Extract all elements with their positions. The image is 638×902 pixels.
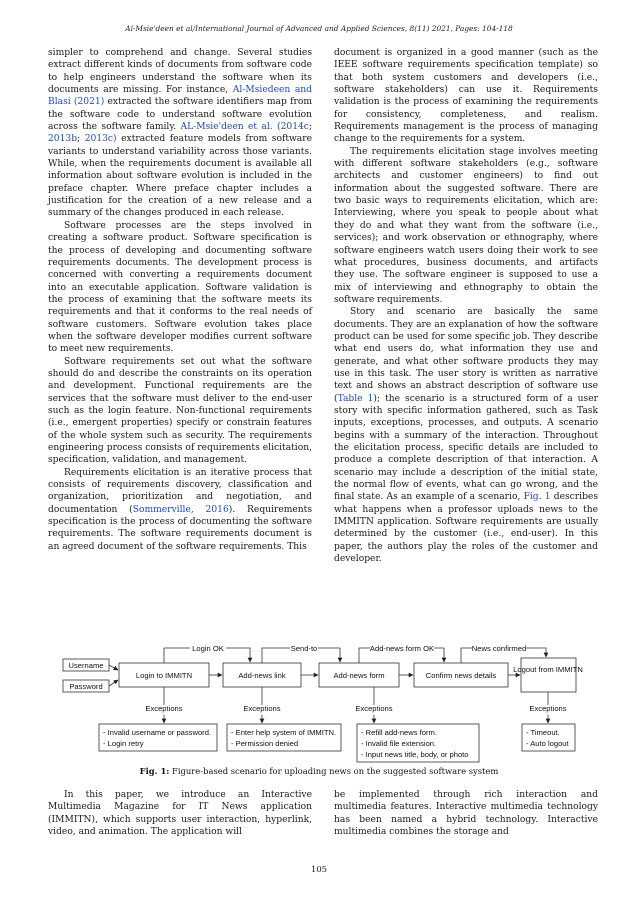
exception-item: - Permission denied bbox=[231, 739, 299, 748]
exception-item: - Login retry bbox=[103, 739, 144, 748]
citation-link[interactable]: 2013b bbox=[48, 134, 78, 145]
right-paragraph-1: document is organized in a good manner (such as the IEEE software requirements specification template) so that both system customers and developers (i.e., software stakeholders) can use it. Requirements validation is the process of examining the requirements for consistency, completeness, and realism. Requirements management is the process of managing change to the requirements for a system. bbox=[334, 48, 598, 145]
step-login-label: Login to IMMITN bbox=[135, 671, 193, 680]
citation-link[interactable]: AL-Msie'deen et al. (2014c bbox=[180, 122, 309, 133]
running-header: Al-Msie'deen et al/International Journal of Advanced and Applied Sciences, 8(11) 2021, Pages: 104-118 bbox=[125, 24, 513, 33]
exception-item: - Invalid file extension. bbox=[361, 739, 437, 748]
bottom-right-column bbox=[334, 789, 598, 838]
transition-news-confirmed: News confirmed bbox=[471, 644, 527, 653]
figure-reference-link[interactable]: Fig. 1 bbox=[523, 492, 551, 503]
username-label: Username bbox=[68, 661, 104, 670]
right-column bbox=[334, 47, 598, 565]
bottom-left-paragraph: In this paper, we introduce an Interactive Multimedia Magazine for IT News application (IMMITN), which supports user interaction, hyperlink, video, and animation. The application will bbox=[48, 790, 312, 838]
bottom-right-paragraph: be implemented through rich interaction and multimedia features. Interactive multimedia technology has been named a hybrid technology. Interactive multimedia combines the storage and bbox=[334, 790, 598, 838]
step-add-news-form-label: Add-news form bbox=[333, 671, 385, 680]
exception-item: - Enter help system of IMMITN. bbox=[231, 728, 337, 737]
step-logout-label: Logout from IMMITN bbox=[513, 665, 583, 674]
left-paragraph-1: simpler to comprehend and change. Several studies extract different kinds of documents from software code to help engineers understand the software when its documents are missing. For instance, Al-Msiedeen and Blasi (2021) extracted the software identifiers map from the software code to understand software evolution across the software family. AL-Msie'deen et al. (2014c; 2013b; 2013c) extracted feature models from software variants to understand variability across those variants. While, when the requirements document is available all information about software evolution is included in the preface chapter. Where preface chapter includes a justification for the creation of a new release and a summary of the changes produced in each release. bbox=[48, 48, 313, 219]
exception-item: - Timeout. bbox=[526, 728, 560, 737]
step-add-news-link-label: Add-news link bbox=[238, 671, 286, 680]
exceptions-label: Exceptions bbox=[243, 704, 281, 713]
left-paragraph-3: Software requirements set out what the software should do and describe the constraints on its operation and development. Functional requirements are the services that the software must deliver to the end-user such as the login feature. Non-functional requirements (i.e., emergent properties) specify or constrain features of the whole system such as security. The requirements engineering process consists of requirements elicitation, specification, validation, and management. bbox=[48, 356, 312, 466]
page-number: 105 bbox=[311, 864, 327, 874]
exceptions-label: Exceptions bbox=[355, 704, 393, 713]
transition-send-to: Send-to bbox=[290, 644, 318, 653]
figure-caption: Fig. 1: Figure-based scenario for uploading news on the suggested software system bbox=[139, 766, 499, 776]
scenario-figure bbox=[0, 634, 638, 764]
right-paragraph-3: Story and scenario are basically the same documents. They are an explanation of how the software product can be used for some specific job. They describe what end users do, what information they use and generate, and what other software products they may use in this task. The user story is written as narrative text and shows an abstract description of software use (Table 1); the scenario is a structured form of a user story with specific information gathered, such as Task inputs, exceptions, processes, and outputs. A scenario begins with a summary of the interaction. Throughout the elicitation process, specific details are included to produce a complete description of that interaction. A scenario may include a description of the initial state, the normal flow of events, what can go wrong, and the final state. As an example of a scenario, Fig. 1 describes what happens when a professor uploads news to the IMMITN application. Software requirements are usually determined by the customer (i.e., end-user). In this paper, the authors play the roles of the customer and developer. bbox=[334, 307, 599, 565]
exception-item: - Invalid username or password. bbox=[103, 728, 212, 737]
exception-item: - Input news title, body, or photo bbox=[361, 750, 469, 759]
password-label: Password bbox=[69, 682, 103, 691]
citation-link[interactable]: Sommerville, 2016 bbox=[132, 504, 229, 515]
exception-item: - Auto logout bbox=[526, 739, 569, 748]
left-column bbox=[48, 47, 312, 553]
left-paragraph-2: Software processes are the steps involved in creating a software product. Software specification is the process of developing and documenting software requirements documents. The development process is concerned with converting a requirements document into an executable application. Software validation is the process of examining that the software meets its requirements and that it conforms to the real needs of software customers. Software evolution takes place when the software developer modifies current software to meet new requirements. bbox=[48, 220, 312, 355]
transition-login-ok: Login OK bbox=[192, 644, 224, 653]
exception-item: - Refill add-news form. bbox=[361, 728, 437, 737]
right-paragraph-2: The requirements elicitation stage involves meeting with different software stakeholders (e.g., software architects and customer engineers) to find out information about the suggested software. There are two basic ways to requirements elicitation, which are: Interviewing, where you speak to people about what they do and what they want from the software (i.e., services); and work observation or ethnography, where software engineers watch users doing their work to see what procedures, business documents, and artifacts they use. The software engineer is supposed to use a mix of interviewing and ethnography to obtain the software requirements. bbox=[334, 146, 598, 305]
exceptions-label: Exceptions bbox=[529, 704, 567, 713]
citation-link[interactable]: Al-Msiedeen and Blasi (2021) bbox=[48, 85, 313, 108]
bottom-left-column bbox=[48, 789, 312, 838]
citation-link[interactable]: 2013c) bbox=[84, 134, 117, 145]
step-logout bbox=[521, 658, 576, 692]
transition-add-news-form-ok: Add-news form OK bbox=[369, 644, 435, 653]
exceptions-label: Exceptions bbox=[145, 704, 183, 713]
scenario-diagram bbox=[0, 634, 638, 764]
step-confirm-label: Confirm news details bbox=[425, 671, 497, 680]
table-reference-link[interactable]: Table 1 bbox=[337, 393, 374, 404]
left-paragraph-4: Requirements elicitation is an iterative process that consists of requirements discovery, classification and organization, prioritization and negotiation, and documentation (Sommerville, 2016). Requirements specification is the process of documenting the software requirements. The software requirements document is an agreed document of the software requirements. This bbox=[48, 467, 313, 552]
